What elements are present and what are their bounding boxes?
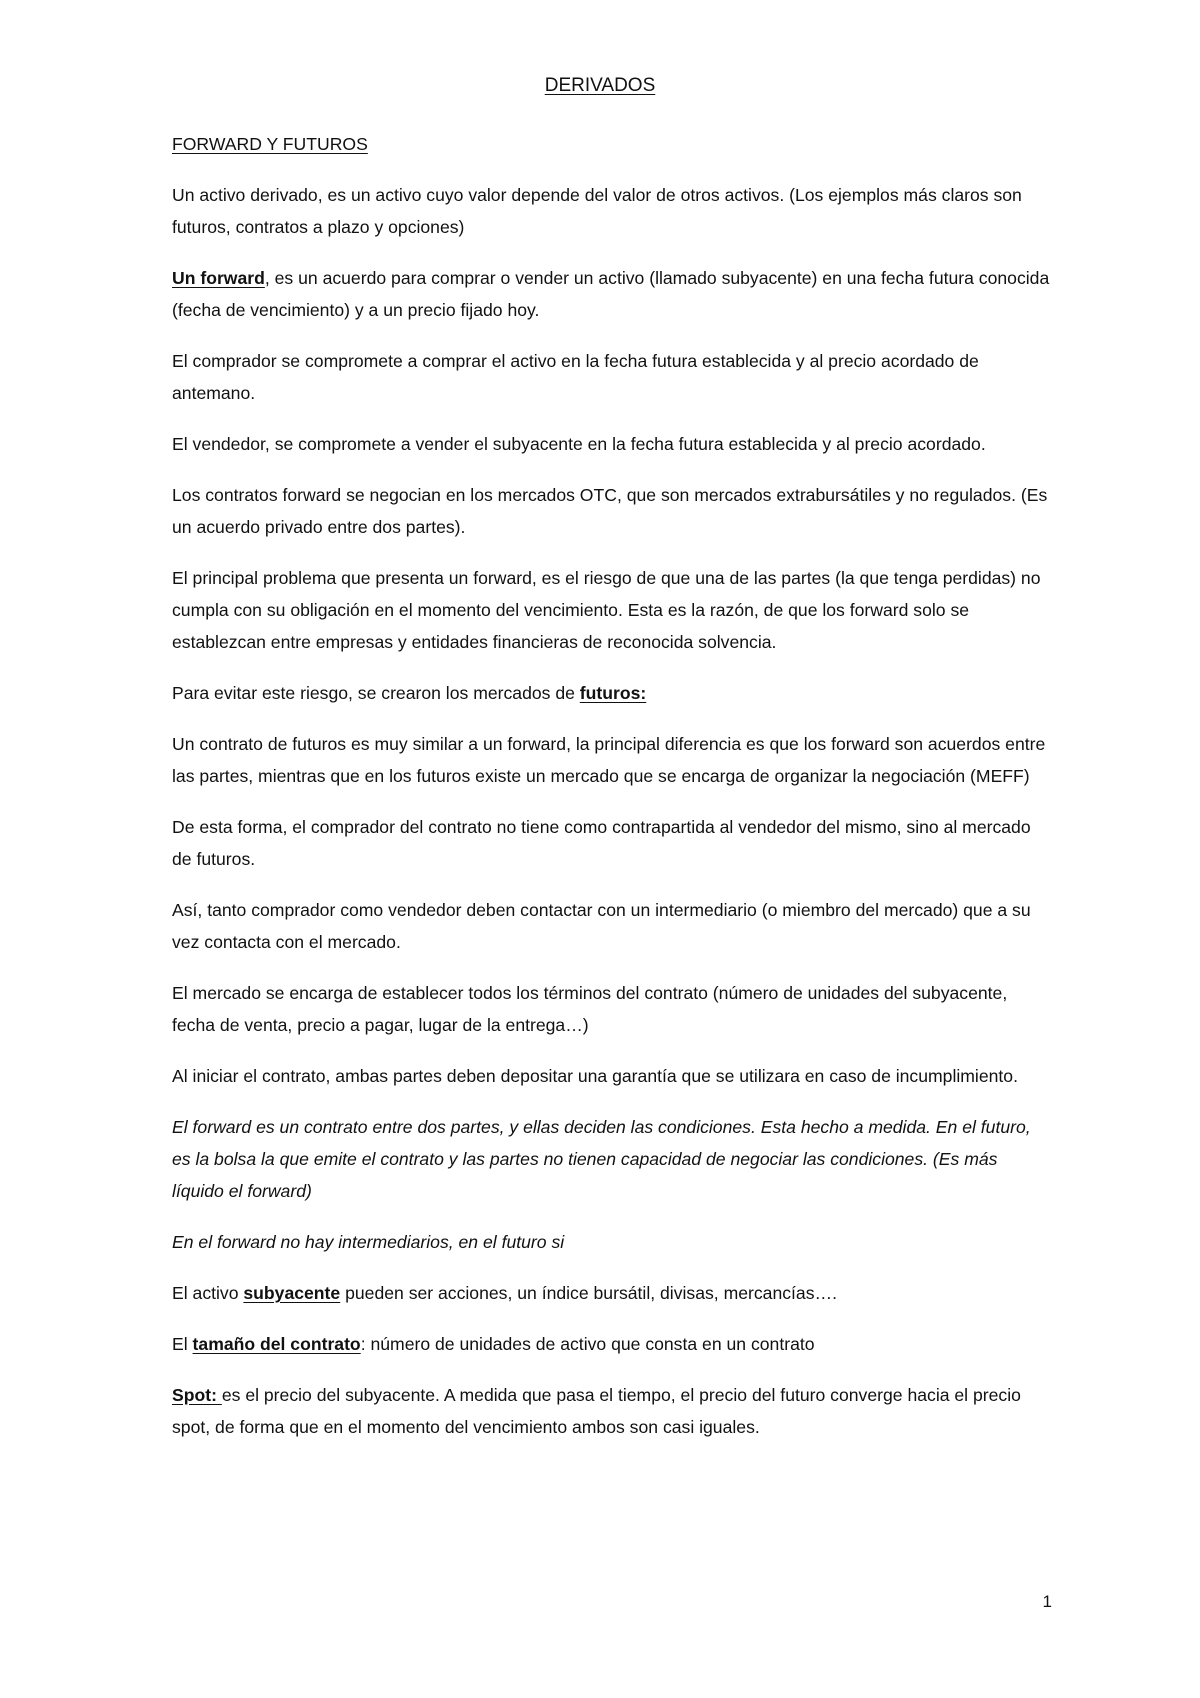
paragraph-comparison-note: El forward es un contrato entre dos partes, y ellas deciden las condiciones. Esta hecho a medida. En el futuro, es la bolsa la que emite el contrato y las partes no tienen capacidad de negociar las condiciones. (Es más líquido el forward) [172, 1117, 1031, 1201]
term-forward: Un forward [172, 268, 265, 288]
paragraph-futures-intro [172, 677, 1052, 709]
document-title: DERIVADOS [544, 75, 656, 96]
paragraph-intermediary: Así, tanto comprador como vendedor deben contactar con un intermediario (o miembro del mercado) que a su vez contacta con el mercado. [172, 900, 1031, 952]
paragraph-contract-size [172, 1328, 1052, 1360]
paragraph-futures-vs-forward: Un contrato de futuros es muy similar a un forward, la principal diferencia es que los forward son acuerdos entre las partes, mientras que en los futuros existe un mercado que se encarga de organizar la negociación (MEFF) [172, 734, 1046, 786]
paragraph-spot [172, 1379, 1052, 1443]
section-title [172, 128, 1052, 160]
document-body [172, 128, 1052, 1462]
paragraph-underlying [172, 1277, 1052, 1309]
term-tamano-contrato: tamaño del contrato [192, 1334, 361, 1354]
paragraph-text: : número de unidades de activo que consta en un contrato [360, 1334, 815, 1354]
paragraph-text: El activo [172, 1283, 244, 1303]
page-number: 1 [1042, 1592, 1052, 1611]
paragraph-text: Para evitar este riesgo, se crearon los mercados de [172, 683, 580, 703]
term-subyacente: subyacente [243, 1283, 341, 1303]
paragraph-otc-markets: Los contratos forward se negocian en los mercados OTC, que son mercados extrabursátiles y no regulados. (Es un acuerdo privado entre dos partes). [172, 485, 1048, 537]
paragraph-forward-definition [172, 262, 1052, 326]
paragraph-guarantee: Al iniciar el contrato, ambas partes deben depositar una garantía que se utilizara en caso de incumplimiento. [172, 1066, 1018, 1086]
term-spot: Spot: [172, 1385, 222, 1405]
paragraph-intermediaries-note: En el forward no hay intermediarios, en el futuro si [172, 1232, 565, 1252]
term-futuros: futuros: [579, 683, 647, 703]
paragraph-buyer: El comprador se compromete a comprar el activo en la fecha futura establecida y al precio acordado de antemano. [172, 351, 979, 403]
paragraph-text: pueden ser acciones, un índice bursátil, divisas, mercancías…. [340, 1283, 837, 1303]
paragraph-derivative-definition: Un activo derivado, es un activo cuyo valor depende del valor de otros activos. (Los ejemplos más claros son futuros, contratos a plazo y opciones) [172, 185, 1022, 237]
paragraph-forward-risk: El principal problema que presenta un forward, es el riesgo de que una de las partes (la que tenga perdidas) no cumpla con su obligación en el momento del vencimiento. Esta es la razón, de que los forward solo se establezcan entre empresas y entidades financieras de reconocida solvencia. [172, 568, 1041, 652]
paragraph-text: , es un acuerdo para comprar o vender un activo (llamado subyacente) en una fecha futura conocida (fecha de vencimiento) y a un precio fijado hoy. [172, 268, 1050, 320]
paragraph-seller: El vendedor, se compromete a vender el subyacente en la fecha futura establecida y al precio acordado. [172, 434, 986, 454]
section-title-text: FORWARD Y FUTUROS [172, 134, 368, 154]
paragraph-text: es el precio del subyacente. A medida que pasa el tiempo, el precio del futuro converge hacia el precio spot, de forma que en el momento del vencimiento ambos son casi iguales. [172, 1385, 1021, 1437]
paragraph-contract-terms: El mercado se encarga de establecer todos los términos del contrato (número de unidades del subyacente, fecha de venta, precio a pagar, lugar de la entrega…) [172, 983, 1008, 1035]
paragraph-text: El [172, 1334, 193, 1354]
paragraph-counterparty: De esta forma, el comprador del contrato no tiene como contrapartida al vendedor del mismo, sino al mercado de futuros. [172, 817, 1031, 869]
